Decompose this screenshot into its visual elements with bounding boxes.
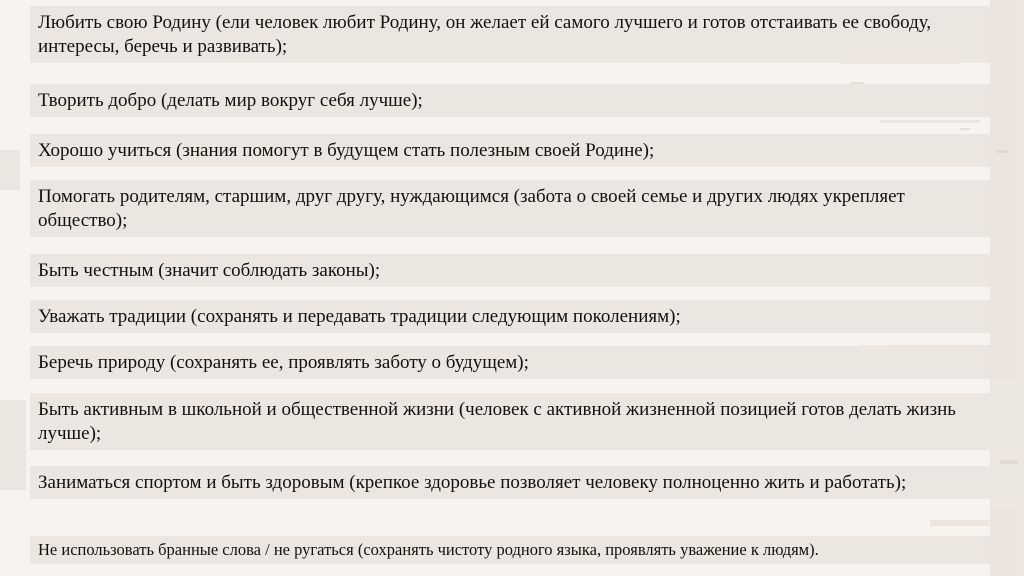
- rule-item-respect-traditions: Уважать традиции (сохранять и передавать традиции следующим поколениям);: [30, 300, 990, 333]
- rule-item-study-well: Хорошо учиться (знания помогут в будущем стать полезным своей Родине);: [30, 134, 990, 167]
- rule-item-love-homeland: Любить свою Родину (ели человек любит Родину, он желает ей самого лучшего и готов отстаивать ее свободу, интересы, беречь и развивать);: [30, 6, 990, 63]
- rule-item-be-honest: Быть честным (значит соблюдать законы);: [30, 254, 990, 287]
- rule-item-sport-health: Заниматься спортом и быть здоровым (крепкое здоровье позволяет человеку полноценно жить и работать);: [30, 466, 990, 499]
- rule-item-no-swearing: Не использовать бранные слова / не ругаться (сохранять чистоту родного языка, проявлять уважение к людям).: [30, 536, 990, 564]
- rule-item-protect-nature: Беречь природу (сохранять ее, проявлять заботу о будущем);: [30, 346, 990, 379]
- rule-item-help-others: Помогать родителям, старшим, друг другу, нуждающимся (забота о своей семье и других людях укрепляет общество);: [30, 180, 990, 237]
- rule-item-be-active: Быть активным в школьной и общественной жизни (человек с активной жизненной позицией готов делать жизнь лучше);: [30, 393, 990, 450]
- rule-item-do-good: Творить добро (делать мир вокруг себя лучше);: [30, 84, 990, 117]
